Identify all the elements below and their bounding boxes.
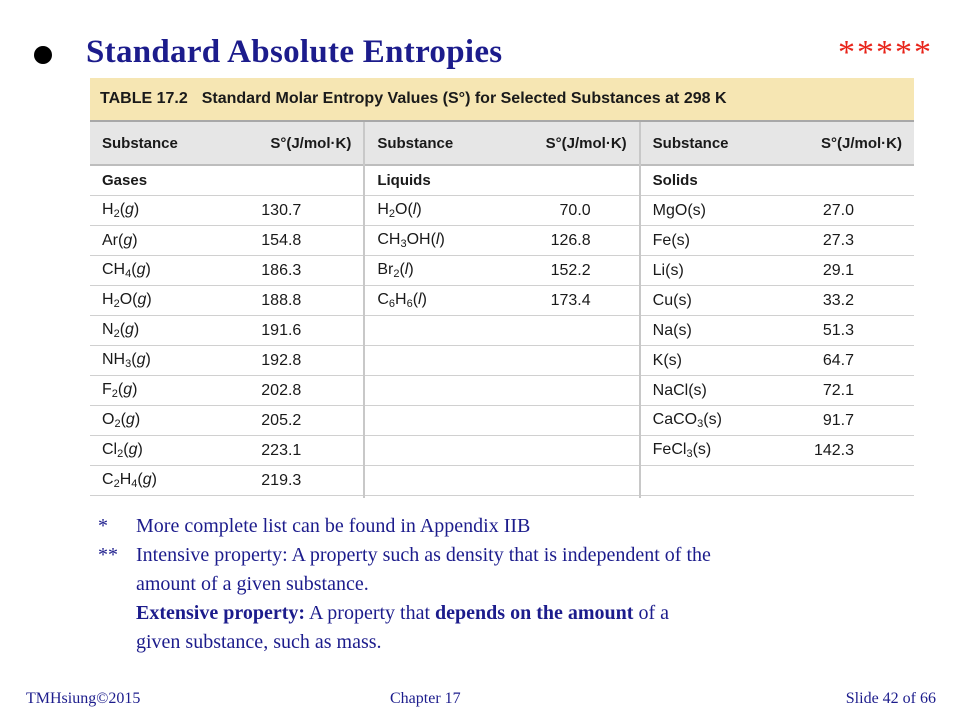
substance-cell: Cu(s) bbox=[652, 291, 692, 309]
entropy-value-cell: 126.8 bbox=[550, 231, 591, 249]
note-text: Intensive property: A property such as density that is independent of the bbox=[136, 544, 711, 566]
empty-row bbox=[365, 316, 638, 346]
table-row bbox=[90, 256, 363, 286]
table-row bbox=[90, 226, 363, 256]
entropy-value-cell: 223.1 bbox=[261, 441, 302, 459]
substance-cell: $NH_3(g)$ bbox=[102, 351, 151, 370]
empty-row bbox=[365, 406, 638, 436]
header-substance: Substance bbox=[377, 134, 454, 152]
extensive-emphasis: depends on the amount bbox=[435, 602, 634, 624]
substance-cell: NaCl(s) bbox=[652, 381, 707, 399]
table-caption bbox=[90, 78, 914, 122]
entropy-value-cell: 72.1 bbox=[822, 381, 854, 399]
entropy-value-cell: 191.6 bbox=[261, 321, 302, 339]
group-label-solids: Solids bbox=[641, 166, 914, 196]
table-row bbox=[90, 466, 363, 496]
substance-cell: $Br_2(l)$ bbox=[377, 261, 414, 280]
table-row bbox=[90, 316, 363, 346]
entropy-value-cell: 192.8 bbox=[261, 351, 302, 369]
header-value: S°(J/mol·K) bbox=[820, 134, 902, 152]
table-row bbox=[641, 256, 914, 286]
table-row bbox=[365, 226, 638, 256]
substance-cell: $H_2O(g)$ bbox=[102, 291, 152, 310]
table-row bbox=[90, 436, 363, 466]
entropy-value-cell: 70.0 bbox=[559, 201, 591, 219]
note-text: More complete list can be found in Appendix IIB bbox=[136, 515, 531, 537]
entropy-value-cell: 27.0 bbox=[822, 201, 854, 219]
entropy-value-cell: 33.2 bbox=[822, 291, 854, 309]
entropy-value-cell: 202.8 bbox=[261, 381, 302, 399]
footer-chapter: Chapter 17 bbox=[390, 690, 461, 707]
table-row bbox=[641, 376, 914, 406]
note-marker: ** bbox=[98, 544, 118, 566]
substance-cell: $H_2(g)$ bbox=[102, 201, 140, 220]
entropy-value-cell: 142.3 bbox=[813, 441, 854, 459]
substance-cell: Fe(s) bbox=[652, 231, 690, 249]
empty-row bbox=[365, 466, 638, 496]
table-row bbox=[90, 346, 363, 376]
table-row bbox=[365, 196, 638, 226]
title-bullet bbox=[34, 46, 52, 64]
table-row bbox=[365, 286, 638, 316]
entropy-value-cell: 219.3 bbox=[261, 471, 302, 489]
entropy-value-cell: 154.8 bbox=[261, 231, 302, 249]
table-row bbox=[90, 406, 363, 436]
stars-marker: ***** bbox=[838, 34, 933, 71]
entropy-value-cell: 27.3 bbox=[822, 231, 854, 249]
extensive-term: Extensive property: bbox=[136, 602, 306, 624]
empty-row bbox=[365, 376, 638, 406]
column-header bbox=[641, 122, 914, 166]
gases-column bbox=[90, 122, 365, 498]
substance-cell: $F_2(g)$ bbox=[102, 381, 138, 400]
table-row bbox=[641, 286, 914, 316]
entropy-value-cell: 29.1 bbox=[822, 261, 854, 279]
table-number: TABLE 17.2 bbox=[100, 90, 188, 107]
substance-cell: $O_2(g)$ bbox=[102, 411, 141, 430]
slide-title: Standard Absolute Entropies bbox=[86, 34, 503, 70]
footnotes bbox=[98, 512, 928, 657]
table-row bbox=[641, 346, 914, 376]
table-row bbox=[641, 316, 914, 346]
header-substance: Substance bbox=[102, 134, 178, 152]
entropy-value-cell: 188.8 bbox=[261, 291, 302, 309]
table-row bbox=[641, 196, 914, 226]
column-header bbox=[90, 122, 363, 166]
empty-row bbox=[365, 436, 638, 466]
solids-rows bbox=[641, 196, 914, 496]
substance-cell: $H_2O(l)$ bbox=[377, 201, 422, 220]
substance-cell: MgO(s) bbox=[652, 201, 706, 219]
column-header bbox=[365, 122, 638, 166]
substance-cell: $N_2(g)$ bbox=[102, 321, 140, 340]
substance-cell: $CH_4(g)$ bbox=[102, 261, 151, 280]
substance-cell: Na(s) bbox=[652, 321, 692, 339]
extensive-text-end: of a bbox=[633, 602, 669, 624]
note-extensive-cont: given substance, such as mass. bbox=[136, 631, 382, 653]
table-row bbox=[90, 286, 363, 316]
solids-column bbox=[641, 122, 914, 498]
entropy-value-cell: 186.3 bbox=[261, 261, 302, 279]
table-row bbox=[90, 196, 363, 226]
entropy-value-cell: 64.7 bbox=[822, 351, 854, 369]
table-row bbox=[641, 226, 914, 256]
note-intensive-cont: amount of a given substance. bbox=[136, 573, 369, 595]
note-marker: * bbox=[98, 515, 108, 537]
substance-cell: FeCl$_3$(s) bbox=[652, 441, 712, 460]
entropy-value-cell: 91.7 bbox=[822, 411, 854, 429]
note-appendix bbox=[98, 512, 928, 541]
substance-cell: $CH_3OH(l)$ bbox=[377, 231, 445, 250]
substance-cell: CaCO$_3$(s) bbox=[652, 411, 722, 430]
liquids-column bbox=[365, 122, 640, 498]
entropy-value-cell: 205.2 bbox=[261, 411, 302, 429]
slide-footer bbox=[0, 690, 960, 712]
substance-cell: K(s) bbox=[652, 351, 682, 369]
table-caption-text: Standard Molar Entropy Values (S°) for Selected Substances at 298 K bbox=[201, 90, 727, 107]
note-extensive bbox=[98, 599, 928, 628]
substance-cell: $C_6H_6(l)$ bbox=[377, 291, 427, 310]
entropy-table bbox=[90, 78, 914, 498]
substance-cell: Ar(g) bbox=[102, 231, 138, 249]
entropy-value-cell: 51.3 bbox=[822, 321, 854, 339]
entropy-value-cell: 130.7 bbox=[261, 201, 302, 219]
table-row bbox=[641, 406, 914, 436]
liquids-rows bbox=[365, 196, 638, 496]
entropy-value-cell: 173.4 bbox=[550, 291, 591, 309]
table-row bbox=[365, 256, 638, 286]
substance-cell: $C_2H_4(g)$ bbox=[102, 471, 157, 490]
gases-rows bbox=[90, 196, 363, 496]
substance-cell: $Cl_2(g)$ bbox=[102, 441, 143, 460]
footer-slide-number: Slide 42 of 66 bbox=[845, 690, 936, 707]
empty-row bbox=[365, 346, 638, 376]
header-value: S°(J/mol·K) bbox=[545, 134, 627, 152]
header-value: S°(J/mol·K) bbox=[270, 134, 352, 152]
extensive-text: A property that bbox=[305, 602, 436, 624]
table-row bbox=[641, 436, 914, 466]
note-intensive bbox=[98, 541, 928, 570]
entropy-value-cell: 152.2 bbox=[550, 261, 591, 279]
substance-cell: Li(s) bbox=[652, 261, 684, 279]
table-row bbox=[90, 376, 363, 406]
empty-row bbox=[641, 466, 914, 496]
header-substance: Substance bbox=[652, 134, 729, 152]
footer-copyright: TMHsiung©2015 bbox=[26, 690, 141, 707]
group-label-gases: Gases bbox=[90, 166, 363, 196]
group-label-liquids: Liquids bbox=[365, 166, 638, 196]
